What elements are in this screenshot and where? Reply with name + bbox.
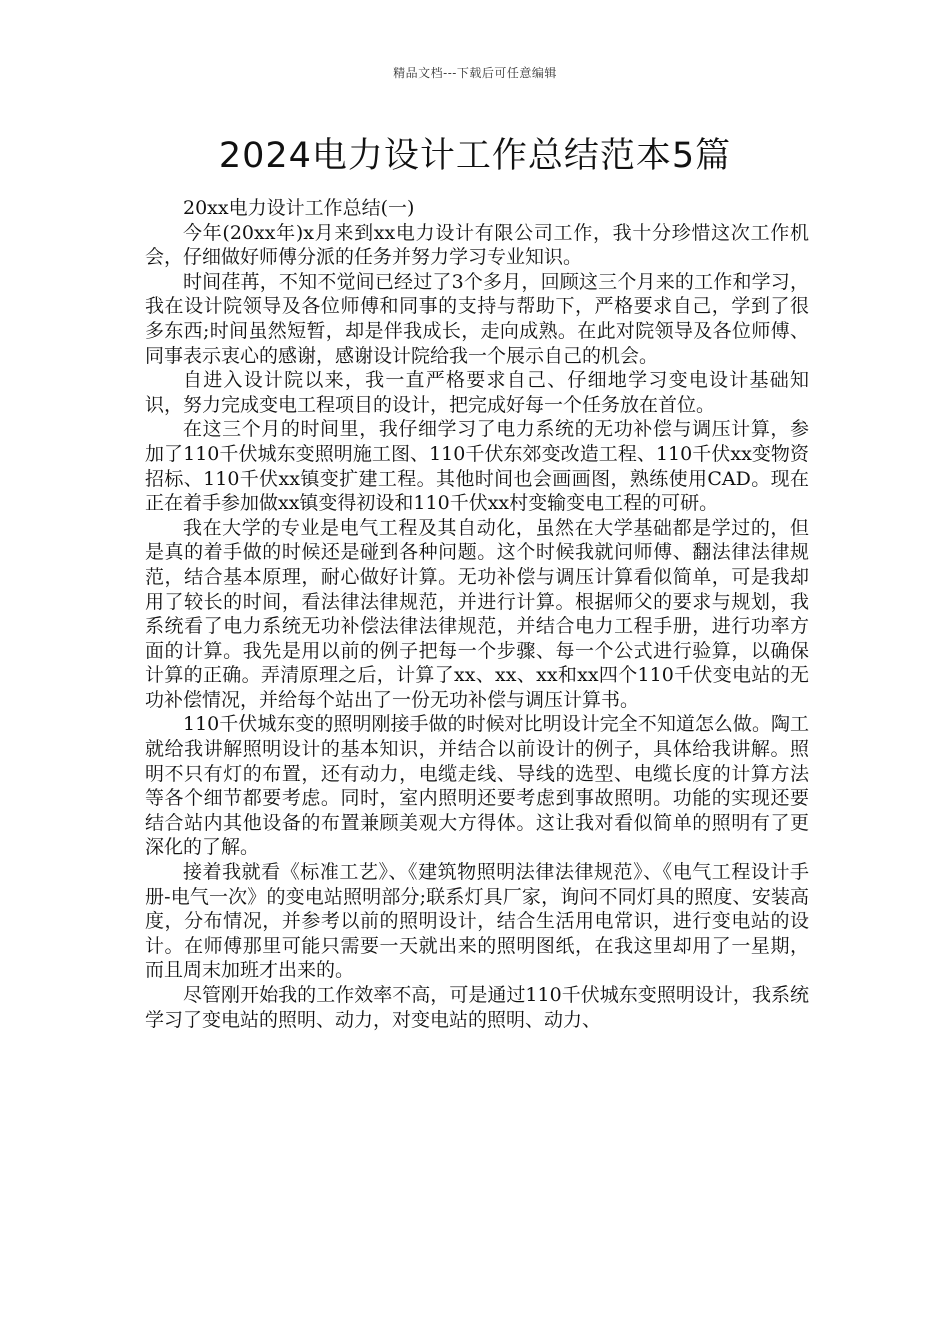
page-title: 2024电力设计工作总结范本5篇 [218,136,732,176]
section-heading: 20xx电力设计工作总结(一) [183,197,415,219]
paragraph: 我在大学的专业是电气工程及其自动化，虽然在大学基础都是学过的，但是真的着手做的时候还是碰到各种问题。这个时候我就问师傅、翻法律法律规范，结合基本原理，耐心做好计算。无功补偿与调压计算看似简单，可是我却用了较长的时间，看法律法律规范，并进行计算。根据师父的要求与规划，我系统看了电力系统无功补偿法律法律规范，并结合电力工程手册，进行功率方面的计算。我先是用以前的例子把每一个步骤、每一个公式进行验算，以确保计算的正确。弄清原理之后，计算了xx、xx、xx和xx四个110千伏变电站的无功补偿情况，并给每个站出了一份无功补偿与调压计算书。 [145,516,809,711]
header-note: 精品文档---下载后可任意编辑 [393,66,557,80]
document-body [145,196,809,1032]
paragraph: 今年(20xx年)x月来到xx电力设计有限公司工作，我十分珍惜这次工作机会，仔细做好师傅分派的任务并努力学习专业知识。 [145,221,809,269]
paragraph: 接着我就看《标准工艺》、《建筑物照明法律法律规范》、《电气工程设计手册-电气一次》的变电站照明部分;联系灯具厂家，询问不同灯具的照度、安装高度，分布情况，并参考以前的照明设计，结合生活用电常识，进行变电站的设计。在师傅那里可能只需要一天就出来的照明图纸，在我这里却用了一星期，而且周末加班才出来的。 [145,861,809,982]
paragraph: 110千伏城东变的照明刚接手做的时候对比明设计完全不知道怎么做。陶工就给我讲解照明设计的基本知识，并结合以前设计的例子，具体给我讲解。照明不只有灯的布置，还有动力，电缆走线、导线的选型、电缆长度的计算方法等各个细节都要考虑。同时，室内照明还要考虑到事故照明。功能的实现还要结合站内其他设备的布置兼顾美观大方得体。这让我对看似简单的照明有了更深化的了解。 [145,713,809,859]
paragraph: 自进入设计院以来，我一直严格要求自己、仔细地学习变电设计基础知识，努力完成变电工程项目的设计，把完成好每一个任务放在首位。 [145,369,809,416]
paragraph: 时间荏苒，不知不觉间已经过了3个多月，回顾这三个月来的工作和学习，我在设计院领导及各位师傅和同事的支持与帮助下，严格要求自己，学到了很多东西;时间虽然短暂，却是伴我成长，走向成熟。在此对院领导及各位师傅、同事表示衷心的感谢，感谢设计院给我一个展示自己的机会。 [145,270,809,367]
paragraph: 在这三个月的时间里，我仔细学习了电力系统的无功补偿与调压计算，参加了110千伏城东变照明施工图、110千伏东郊变改造工程、110千伏xx变物资招标、110千伏xx镇变扩建工程。其他时间也会画画图，熟练使用CAD。现在正在着手参加做xx镇变得初设和110千伏xx村变输变电工程的可研。 [145,418,809,515]
paragraph: 尽管刚开始我的工作效率不高，可是通过110千伏城东变照明设计，我系统学习了变电站的照明、动力，对变电站的照明、动力、 [145,984,809,1031]
